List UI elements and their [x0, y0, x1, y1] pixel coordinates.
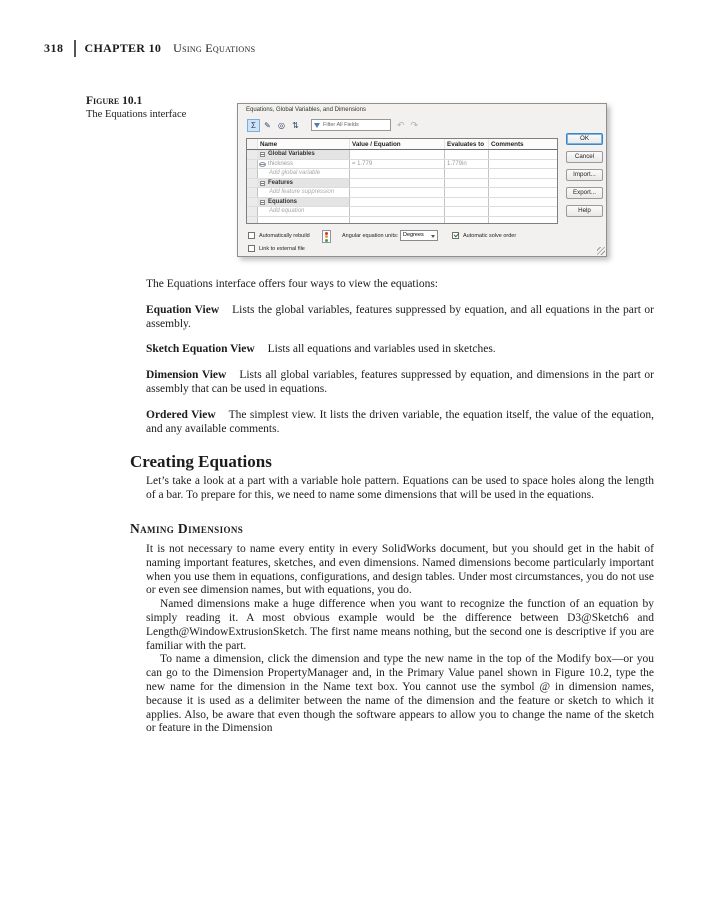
- import-button[interactable]: Import...: [566, 169, 603, 181]
- table-row-features[interactable]: [247, 179, 557, 189]
- definition-sketch-equation-view: [146, 343, 654, 357]
- group-label: Features: [268, 179, 294, 186]
- definition-text: Lists the global variables, features suppressed by equation, and all equations in the part or assembly.: [146, 303, 654, 330]
- dialog-title: Equations, Global Variables, and Dimensions: [246, 107, 366, 113]
- dialog-button-column: [566, 133, 603, 217]
- variable-evaluates: 1.779in: [447, 160, 467, 167]
- dimension-view-icon[interactable]: ◎: [275, 119, 288, 132]
- collapse-icon[interactable]: [260, 181, 265, 186]
- figure-caption: The Equations interface: [86, 109, 187, 120]
- variable-name: thickness: [268, 160, 294, 167]
- chapter-label: CHAPTER 10: [84, 41, 162, 55]
- col-header-comments: Comments: [491, 141, 524, 148]
- figure-caption-block: [86, 95, 231, 120]
- figure-label: Figure 10.1: [86, 95, 143, 107]
- collapse-icon[interactable]: [260, 200, 265, 205]
- col-header-value: Value / Equation: [352, 141, 401, 148]
- placeholder-label: Add feature suppression: [269, 189, 335, 195]
- filter-input[interactable]: [311, 119, 391, 131]
- export-button[interactable]: Export...: [566, 187, 603, 199]
- automatically-rebuild-checkbox[interactable]: [248, 232, 255, 239]
- table-header-row: [247, 139, 557, 150]
- link-external-file-label: Link to external file: [259, 246, 305, 252]
- chapter-title: Using Equations: [173, 41, 256, 55]
- definition-term: Dimension View: [146, 369, 227, 382]
- angular-units-dropdown[interactable]: Degrees: [400, 230, 438, 241]
- variable-equation: = 1.779: [352, 160, 373, 167]
- rebuild-traffic-light-icon[interactable]: [322, 230, 331, 243]
- sketch-equation-view-icon[interactable]: ✎: [261, 119, 274, 132]
- cancel-button[interactable]: Cancel: [566, 151, 603, 163]
- paragraph: It is not necessary to name every entity in every SolidWorks document, but you should get in the habit of naming important features, sketches, and even dimensions. Named dimensions become particularly important when you use them in equations, configurations, and design tables. Under most circumstances, you do not use or even see dimension names, but with equations, you do.: [146, 542, 654, 597]
- filter-funnel-icon: [314, 123, 320, 128]
- automatic-solve-order-checkbox[interactable]: [452, 232, 459, 239]
- ok-button[interactable]: OK: [566, 133, 603, 145]
- definition-term: Ordered View: [146, 408, 216, 421]
- intro-paragraph: The Equations interface offers four ways to view the equations:: [146, 278, 438, 290]
- paragraph: Named dimensions make a huge difference when you want to recognize the function of an equation by simply reading it. A most obvious example would be the difference between D3@Sketch6 and Length@WindowExtrusionSketch. The first name means nothing, but the second one is descriptive if you are familiar with the part.: [146, 598, 654, 652]
- ordered-view-icon[interactable]: ⇅: [289, 119, 302, 132]
- redo-icon[interactable]: ↷: [410, 120, 419, 130]
- help-button[interactable]: Help: [566, 205, 603, 217]
- section-heading: Creating Equations: [130, 452, 272, 472]
- page-number: 318: [44, 41, 64, 55]
- definition-text: Lists all global variables, features suppressed by equation, and dimensions in the part or assembly that can be used in equations.: [146, 369, 655, 395]
- col-header-evaluates: Evaluates to: [447, 141, 485, 148]
- header-divider: [74, 40, 76, 57]
- angular-units-label: Angular equation units:: [342, 233, 399, 239]
- automatically-rebuild-label: Automatically rebuild: [259, 233, 310, 239]
- automatic-solve-order-label: Automatic solve order: [463, 233, 517, 239]
- table-row-add-global-variable[interactable]: [247, 169, 557, 179]
- dialog-toolbar: [247, 118, 418, 132]
- group-label: Equations: [268, 198, 298, 205]
- body-text: [130, 268, 654, 736]
- definition-term: Sketch Equation View: [146, 343, 255, 356]
- global-variable-icon: [259, 162, 266, 167]
- equation-view-icon[interactable]: Σ: [247, 119, 260, 132]
- placeholder-label: Add equation: [269, 208, 305, 214]
- undo-icon[interactable]: ↶: [397, 120, 405, 130]
- table-row-equations[interactable]: [247, 198, 557, 208]
- table-row-add-equation[interactable]: [247, 207, 557, 217]
- running-head: [44, 40, 255, 57]
- equations-table: [246, 138, 558, 224]
- table-row-thickness[interactable]: [247, 160, 557, 170]
- group-label: Global Variables: [268, 151, 315, 157]
- definition-dimension-view: [146, 369, 654, 397]
- equations-dialog: [237, 103, 607, 257]
- definition-text: Lists all equations and variables used in sketches.: [267, 343, 496, 356]
- resize-grip[interactable]: [597, 247, 605, 255]
- table-row-global-variables[interactable]: [247, 150, 557, 160]
- placeholder-label: Add global variable: [269, 170, 321, 176]
- link-external-file-checkbox[interactable]: [248, 245, 255, 252]
- definition-ordered-view: [146, 409, 654, 437]
- table-row-add-feature-suppression[interactable]: [247, 188, 557, 198]
- definition-text: The simplest view. It lists the driven variable, the equation itself, the value of the equation, and any available comments.: [146, 408, 654, 435]
- definition-term: Equation View: [146, 303, 220, 316]
- section-paragraph: Let’s take a look at a part with a variable hole pattern. Equations can be used to space holes along the length of a bar. To prepare for this, we need to name some dimensions that will be used in the equations.: [146, 475, 654, 502]
- collapse-icon[interactable]: [260, 152, 265, 157]
- subsection-heading: Naming Dimensions: [130, 520, 244, 536]
- definition-equation-view: [146, 304, 654, 332]
- col-header-name: Name: [260, 141, 278, 148]
- paragraph: To name a dimension, click the dimension and type the new name in the top of the Modify box—or you can go to the Dimension PropertyManager and, in the Primary Value panel shown in Figure 10.2, type the new name for the dimension in the Name text box. You cannot use the symbol @ in dimension names, because it is used as a delimiter between the name of the dimension and the feature or sketch to which it applies. Also, be aware that even though the software appears to allow you to change the name of the sketch or feature in the Dimension: [146, 653, 654, 735]
- filter-placeholder: Filter All Fields: [323, 122, 359, 128]
